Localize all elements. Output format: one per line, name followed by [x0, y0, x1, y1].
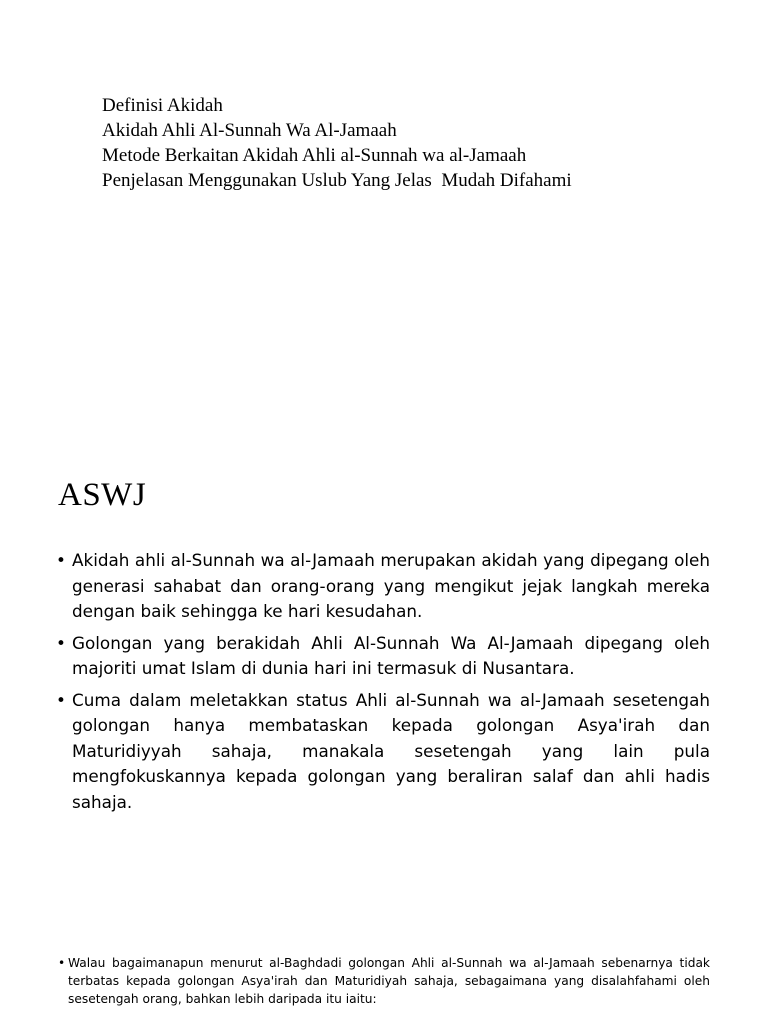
outline-item-definisi: Definisi Akidah	[102, 95, 223, 116]
slide-title: ASWJ	[58, 477, 147, 513]
bullet-icon: •	[56, 632, 66, 653]
bullet-list	[56, 548, 710, 821]
bullet-icon: •	[58, 956, 66, 970]
bullet-item	[56, 688, 710, 816]
bullet-item	[58, 954, 710, 1008]
bullet-icon: •	[56, 689, 66, 710]
bullet-item	[56, 631, 710, 682]
slide-al-baghdadi	[0, 940, 768, 1024]
bullet-text: Akidah ahli al-Sunnah wa al-Jamaah merupakan akidah yang dipegang oleh generasi sahabat dan orang-orang yang mengikut jejak langkah mereka dengan baik sehingga ke hari kesudahan.	[72, 550, 710, 621]
bullet-text: Walau bagaimanapun menurut al-Baghdadi golongan Ahli al-Sunnah wa al-Jamaah sebenarnya tidak terbatas kepada golongan Asya'irah dan Maturidiyah sahaja, sebagaimana yang disalahfahami oleh sesetengah orang, bahkan lebih daripada itu iaitu:	[68, 956, 710, 1006]
bullet-icon: •	[56, 550, 66, 570]
bullet-text: Cuma dalam meletakkan status Ahli al-Sunnah wa al-Jamaah sesetengah golongan hanya membataskan kepada golongan Asya'irah dan Maturidiyyah sahaja, manakala sesetengah yang lain pula mengfokuskannya kepada golongan yang beraliran salaf dan ahli hadis sahaja.	[72, 689, 710, 812]
outline-item-akidah-aswj: Akidah Ahli Al-Sunnah Wa Al-Jamaah	[102, 120, 397, 141]
bullet-text: Golongan yang berakidah Ahli Al-Sunnah Wa Al-Jamaah dipegang oleh majoriti umat Islam di dunia hari ini termasuk di Nusantara.	[72, 632, 710, 678]
outline-item-metode: Metode Berkaitan Akidah Ahli al-Sunnah wa al-Jamaah	[102, 145, 527, 166]
outline-item-penjelasan: Penjelasan Menggunakan Uslub Yang Jelas Mudah Difahami	[102, 170, 572, 191]
bullet-item	[56, 548, 710, 625]
outline-list	[102, 93, 572, 193]
slide-aswj	[0, 430, 768, 940]
slide-outline	[0, 0, 768, 430]
bullet-list-small	[58, 954, 710, 1008]
